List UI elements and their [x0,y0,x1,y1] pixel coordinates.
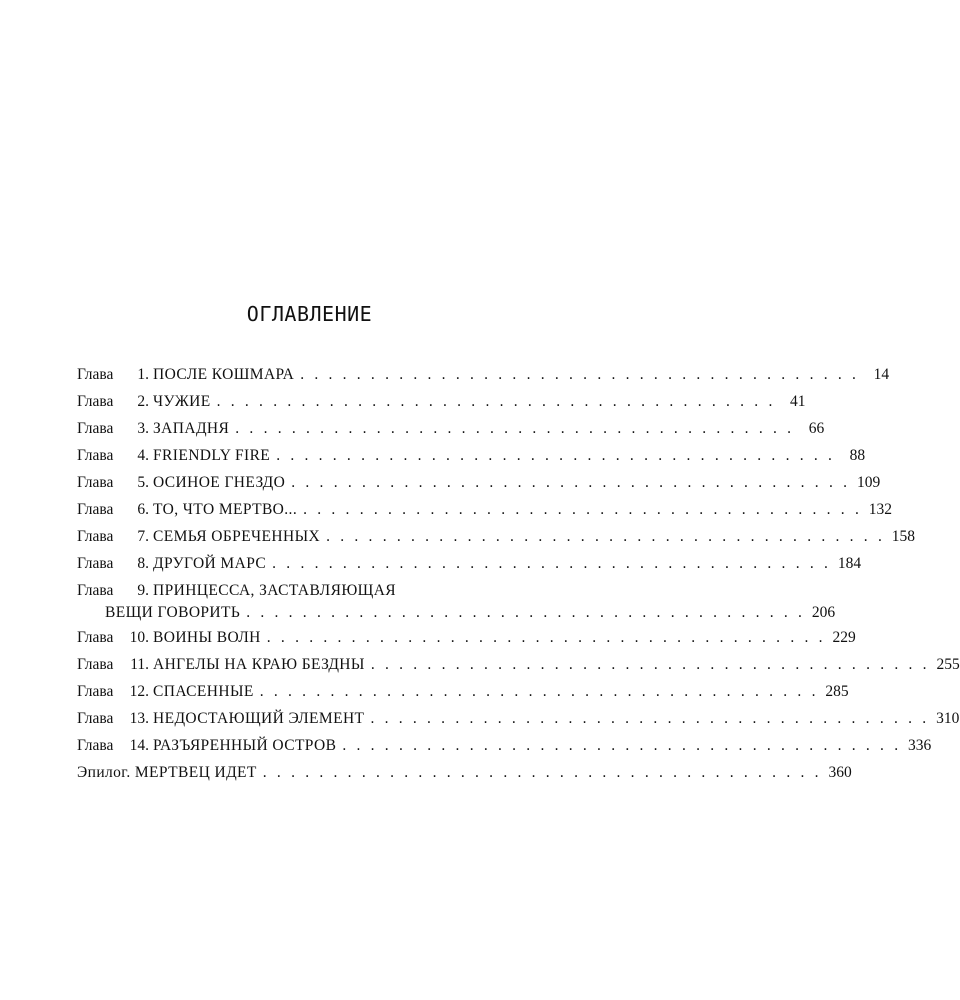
chapter-prefix: Глава [77,656,114,673]
epilogue-label: Эпилог. [77,764,131,781]
table-of-contents [77,361,960,786]
page-number: 41 [790,393,806,410]
dot-leader: . . . . . . . . . . . . . . . . . . . . . . . . . . . . . . . . . . . . . . . . [370,656,930,673]
chapter-number: 11. [130,656,149,673]
toc-entry [77,705,960,732]
chapter-title: ОСИНОЕ ГНЕЗДО [153,469,291,496]
toc-entry [77,624,856,651]
toc-entry [77,523,916,550]
chapter-title: РАЗЪЯРЕННЫЙ ОСТРОВ [153,732,342,759]
chapter-number: 3. [137,420,149,437]
chapter-number: 6. [137,501,149,518]
chapter-prefix: Глава [77,683,114,700]
chapter-title: ПОСЛЕ КОШМАРА [153,361,300,388]
page-number: 158 [891,528,916,545]
epilogue-title: МЕРТВЕЦ ИДЕТ [134,764,257,781]
chapter-prefix: Глава [77,420,114,437]
toc-entry [77,388,806,415]
chapter-number: 13. [129,710,149,727]
chapter-number: 4. [137,447,149,464]
page-number: 88 [849,447,866,464]
chapter-number: 14. [129,737,149,754]
chapter-number: 5. [137,474,149,491]
toc-entry [77,732,932,759]
toc-entry [77,496,893,523]
page-number: 184 [837,555,862,572]
chapter-prefix: Глава [77,474,114,491]
chapter-number: 2. [137,393,149,410]
page-number: 310 [936,710,960,727]
chapter-prefix: Глава [77,528,114,545]
chapter-number: 1. [137,366,149,383]
chapter-prefix: Глава [77,501,114,518]
dot-leader: . . . . . . . . . . . . . . . . . . . . . . . . . . . . . . . . . . . . . . . . [235,420,795,437]
toc-entry [77,469,881,496]
toc-entry [77,651,960,678]
dot-leader: . . . . . . . . . . . . . . . . . . . . . . . . . . . . . . . . . . . . . . . . [370,710,930,727]
dot-leader: . . . . . . . . . . . . . . . . . . . . . . . . . . . . . . . . . . . . . . . . [266,629,826,646]
chapter-number: 10. [129,629,149,646]
page-number: 229 [832,629,856,646]
chapter-number: 7. [137,528,149,545]
chapter-number: 9. [137,582,149,599]
toc-entry [77,442,866,469]
dot-leader: . . . . . . . . . . . . . . . . . . . . . . . . . . . . . . . . . . . . . . . . [300,366,860,383]
chapter-prefix: Глава [77,555,114,572]
dot-leader: . . . . . . . . . . . . . . . . . . . . . . . . . . . . . . . . . . . . . . . . [276,447,836,464]
chapter-prefix: Глава [77,393,114,410]
chapter-title: НЕДОСТАЮЩИЙ ЭЛЕМЕНТ [153,705,370,732]
dot-leader: . . . . . . . . . . . . . . . . . . . . . . . . . . . . . . . . . . . . . . . . [246,604,806,621]
toc-entry [77,678,849,705]
chapter-title-line2: ВЕЩИ ГОВОРИТЬ [105,599,246,626]
chapter-prefix: Глава [77,582,114,599]
chapter-title: FRIENDLY FIRE [153,442,276,469]
page-number: 14 [873,366,890,383]
chapter-title: ДРУГОЙ МАРС [153,550,272,577]
chapter-title: АНГЕЛЫ НА КРАЮ БЕЗДНЫ [153,651,371,678]
chapter-number: 8. [137,555,149,572]
page-number: 285 [825,683,849,700]
dot-leader: . . . . . . . . . . . . . . . . . . . . . . . . . . . . . . . . . . . . . . . . [262,764,822,781]
dot-leader: . . . . . . . . . . . . . . . . . . . . . . . . . . . . . . . . . . . . . . . . [303,501,863,518]
page-number: 360 [828,764,852,781]
dot-leader: . . . . . . . . . . . . . . . . . . . . . . . . . . . . . . . . . . . . . . . . [342,737,902,754]
page-number: 109 [856,474,881,491]
chapter-title: ЗАПАДНЯ [153,415,235,442]
chapter-title: ЧУЖИЕ [153,388,217,415]
dot-leader: . . . . . . . . . . . . . . . . . . . . . . . . . . . . . . . . . . . . . . . . [272,555,832,572]
chapter-title: ТО, ЧТО МЕРТВО... [153,496,303,523]
chapter-prefix: Глава [77,710,114,727]
chapter-title: СПАСЕННЫЕ [153,678,260,705]
chapter-prefix: Глава [77,737,114,754]
dot-leader: . . . . . . . . . . . . . . . . . . . . . . . . . . . . . . . . . . . . . . . . [259,683,819,700]
page-number: 336 [908,737,932,754]
dot-leader: . . . . . . . . . . . . . . . . . . . . . . . . . . . . . . . . . . . . . . . . [216,393,776,410]
toc-entry [77,361,890,388]
toc-entry-epilogue [77,759,852,786]
toc-heading: ОГЛАВЛЕНИЕ [246,302,373,326]
chapter-prefix: Глава [77,366,114,383]
chapter-title: ВОИНЫ ВОЛН [153,624,267,651]
chapter-prefix: Глава [77,447,114,464]
toc-entry [77,415,825,442]
toc-entry [77,577,836,624]
chapter-title: СЕМЬЯ ОБРЕЧЕННЫХ [153,523,326,550]
page-number: 255 [936,656,960,673]
dot-leader: . . . . . . . . . . . . . . . . . . . . . . . . . . . . . . . . . . . . . . . . [326,528,886,545]
toc-entry [77,550,862,577]
page-number: 206 [811,604,836,621]
page-number: 132 [868,501,893,518]
page-number: 66 [808,420,825,437]
chapter-prefix: Глава [77,629,114,646]
chapter-title-line1: ПРИНЦЕССА, ЗАСТАВЛЯЮЩАЯ [153,582,397,599]
chapter-number: 12. [129,683,149,700]
dot-leader: . . . . . . . . . . . . . . . . . . . . . . . . . . . . . . . . . . . . . . . . [291,474,851,491]
